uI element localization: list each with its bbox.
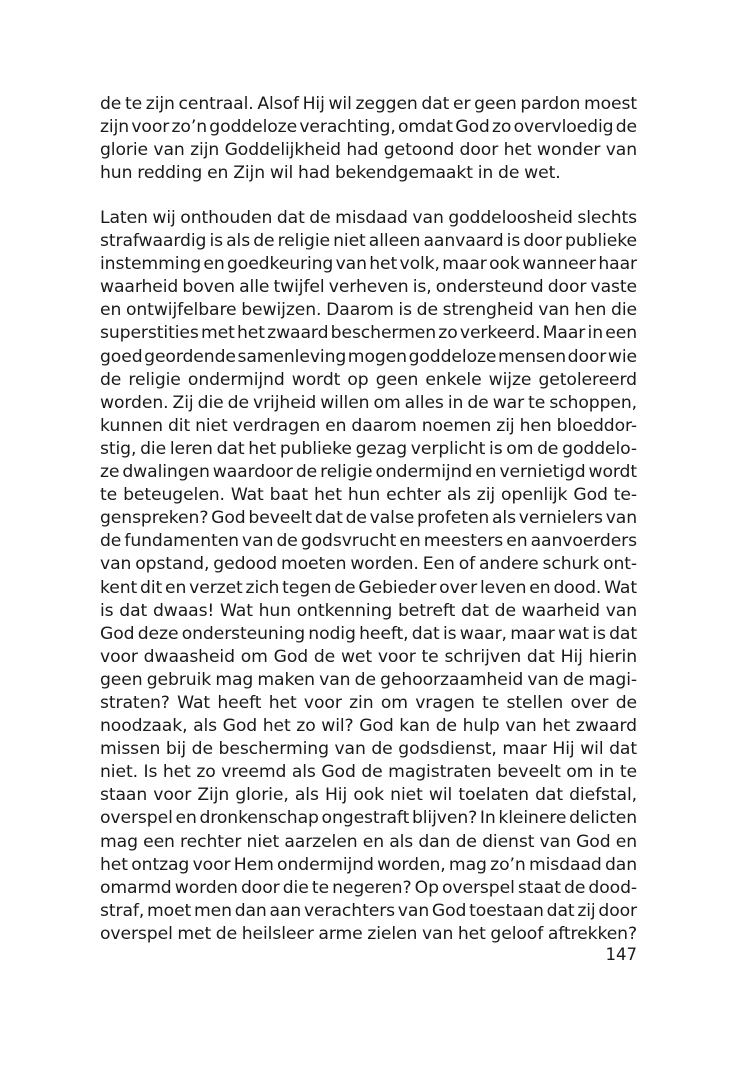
text-line: mag een rechter niet aarzelen en als dan de dienst van God en <box>100 831 637 852</box>
text-line: Laten wij onthouden dat de misdaad van goddeloosheid slechts <box>100 208 637 228</box>
text-line: God deze ondersteuning nodig heeft, dat is waar, maar wat is dat <box>100 623 637 644</box>
text-line: superstities met het zwaard beschermen zo verkeerd. Maar in een <box>100 323 637 344</box>
text-line: te beteugelen. Wat baat het hun echter als zij openlijk God te- <box>100 485 637 506</box>
text-line: de fundamenten van de godsvrucht en meesters en aanvoerders <box>100 531 637 552</box>
text-line: overspel en dronkenschap ongestraft blijven? In kleinere delicten <box>100 808 637 829</box>
text-line: kent dit en verzet zich tegen de Gebieder over leven en dood. Wat <box>100 577 637 598</box>
text-line: omarmd worden door die te negeren? Op overspel staat de dood- <box>100 877 637 898</box>
paragraph-2 <box>100 207 637 946</box>
text-line: hun redding en Zijn wil had bekendgemaakt in de wet. <box>100 163 561 184</box>
text-line: glorie van zijn Goddelijkheid had getoond door het wonder van <box>100 140 637 161</box>
text-line: de te zijn centraal. Alsof Hij wil zeggen dat er geen pardon moest <box>100 94 637 114</box>
text-line: waarheid boven alle twijfel verheven is, ondersteund door vaste <box>100 277 637 298</box>
text-line: ze dwalingen waardoor de religie ondermijnd en vernietigd wordt <box>100 462 637 483</box>
text-line: goed geordende samenleving mogen goddeloze mensen door wie <box>100 346 637 367</box>
text-line: van opstand, gedood moeten worden. Een of andere schurk ont- <box>100 554 637 575</box>
text-line: worden. Zij die de vrijheid willen om alles in de war te schoppen, <box>100 392 637 413</box>
paragraph-1 <box>100 93 637 185</box>
text-line: de religie ondermijnd wordt op geen enkele wijze getolereerd <box>100 369 637 390</box>
text-line: strafwaardig is als de religie niet alleen aanvaard is door publieke <box>100 231 637 252</box>
text-line: genspreken? God beveelt dat de valse profeten als vernielers van <box>100 508 637 529</box>
text-line: kunnen dit niet verdragen en daarom noemen zij hen bloeddor- <box>100 415 637 436</box>
text-line: missen bij de bescherming van de godsdienst, maar Hij wil dat <box>100 739 637 760</box>
text-line: overspel met de heilsleer arme zielen van het geloof aftrekken? <box>100 923 637 944</box>
text-line: het ontzag voor Hem ondermijnd worden, mag zo’n misdaad dan <box>100 854 637 875</box>
text-line: stig, die leren dat het publieke gezag verplicht is om de goddelo- <box>100 438 637 459</box>
text-line: straf, moet men dan aan verachters van God toestaan dat zij door <box>100 900 637 921</box>
text-line: instemming en goedkeuring van het volk, maar ook wanneer haar <box>100 254 637 275</box>
text-line: noodzaak, als God het zo wil? God kan de hulp van het zwaard <box>100 716 637 737</box>
text-line: straten? Wat heeft het voor zin om vragen te stellen over de <box>100 692 637 713</box>
text-line: geen gebruik mag maken van de gehoorzaamheid van de magi- <box>100 669 637 690</box>
text-line: staan voor Zijn glorie, als Hij ook niet wil toelaten dat diefstal, <box>100 785 637 806</box>
text-line: en ontwijfelbare bewijzen. Daarom is de strengheid van hen die <box>100 300 637 321</box>
page-number: 147 <box>605 945 637 964</box>
text-line: is dat dwaas! Wat hun ontkenning betreft dat de waarheid van <box>100 600 637 621</box>
text-line: zijn voor zo’n goddeloze verachting, omdat God zo overvloedig de <box>100 117 637 138</box>
text-line: niet. Is het zo vreemd als God de magistraten beveelt om in te <box>100 762 637 783</box>
text-line: voor dwaasheid om God de wet voor te schrijven dat Hij hierin <box>100 646 637 667</box>
